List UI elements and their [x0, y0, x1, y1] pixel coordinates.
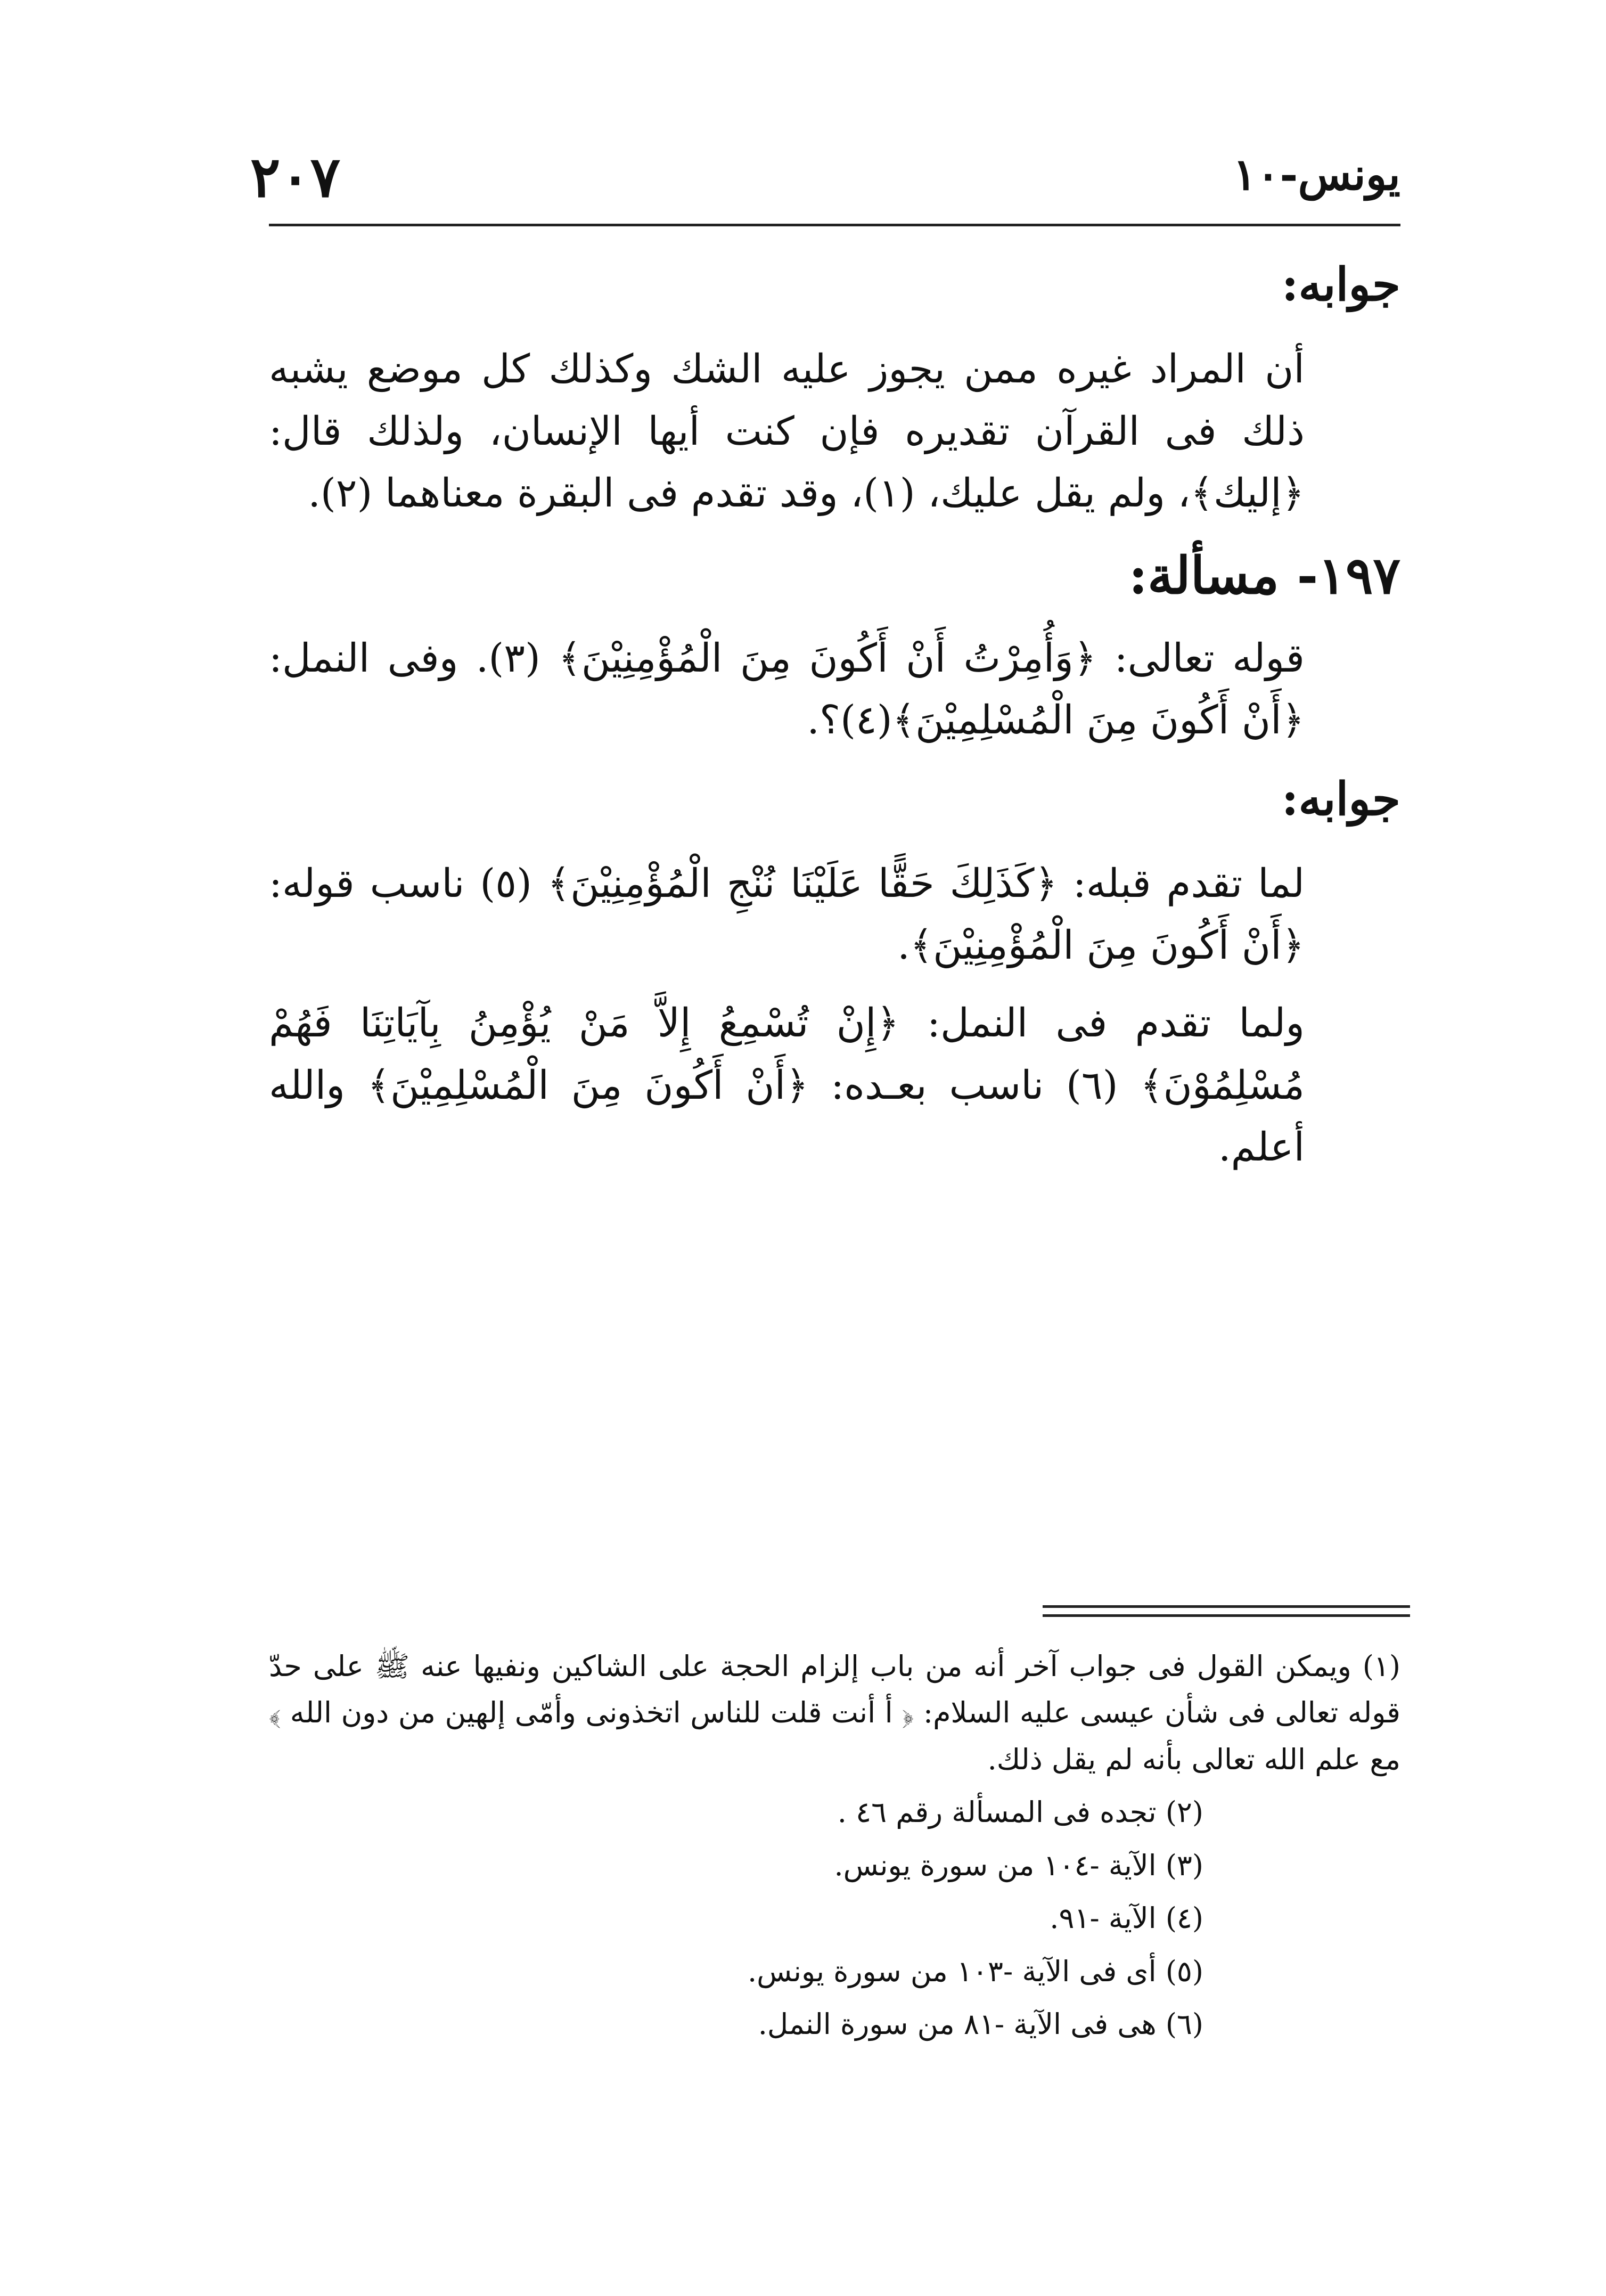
- running-title: يونس-١٠: [1233, 149, 1400, 200]
- footnotes: [269, 1643, 1400, 2054]
- page-number: ٢٠٧: [250, 144, 341, 210]
- answer-paragraph: ولما تقدم فى النمل: ﴿إِنْ تُسْمِعُ إِلاَّ مَنْ يُؤْمِنُ بِآيَاتِنَا فَهُمْ مُسْلِمُوْنَ﴾ (٦) ناسب بعـده: ﴿أَنْ أَكُونَ مِنَ الْمُسْلِمِيْنَ﴾ والله أعلم.: [269, 1000, 1305, 1170]
- header-rule: [269, 224, 1400, 226]
- answer-paragraph: أن المراد غيره ممن يجوز عليه الشك وكذلك كل موضع يشبه ذلك فى القرآن تقديره فإن كنت أيها الإنسان، ولذلك قال: ﴿إليك﴾، ولم يقل عليك، (١)، وقد تقدم فى البقرة معناهما (٢).: [269, 346, 1305, 516]
- answer-label: جوابه:: [1281, 772, 1400, 826]
- running-header: [250, 144, 1400, 224]
- footnote: (١) ويمكن القول فى جواب آخر أنه من باب إلزام الحجة على الشاكين ونفيها عنه ﷺ على حدّ قوله تعالى فى شأن عيسى عليه السلام: ﴿ أ أنت قلت للناس اتخذونى وأمّى إلهين من دون الله ﴾ مع علم الله تعالى بأنه لم يقل ذلك.: [269, 1649, 1400, 1776]
- main-text: [269, 253, 1400, 1194]
- question-paragraph: قوله تعالى: ﴿وَأُمِرْتُ أَنْ أَكُونَ مِنَ الْمُؤْمِنِيْنَ﴾ (٣). وفى النمل: ﴿أَنْ أَكُونَ مِنَ الْمُسْلِمِيْنَ﴾(٤)؟.: [269, 635, 1305, 743]
- answer-label: جوابه:: [1281, 258, 1400, 312]
- footnote: (٦) هى فى الآية -٨١ من سورة النمل.: [758, 2007, 1203, 2041]
- footnote-rule: [1043, 1605, 1410, 1617]
- footnote: (٢) تجده فى المسألة رقم ٤٦ .: [837, 1795, 1203, 1829]
- footnote: (٥) أى فى الآية -١٠٣ من سورة يونس.: [748, 1954, 1203, 1988]
- footnote: (٤) الآية -٩١.: [1050, 1901, 1203, 1935]
- footnote: (٣) الآية -١٠٤ من سورة يونس.: [834, 1848, 1203, 1882]
- answer-paragraph: لما تقدم قبله: ﴿كَذَلِكَ حَقًّا عَلَيْنَا نُنْجِ الْمُؤْمِنِيْنَ﴾ (٥) ناسب قوله: ﴿أَنْ أَكُونَ مِنَ الْمُؤْمِنِيْنَ﴾.: [269, 861, 1305, 969]
- question-title: ١٩٧- مسألة:: [1128, 545, 1400, 606]
